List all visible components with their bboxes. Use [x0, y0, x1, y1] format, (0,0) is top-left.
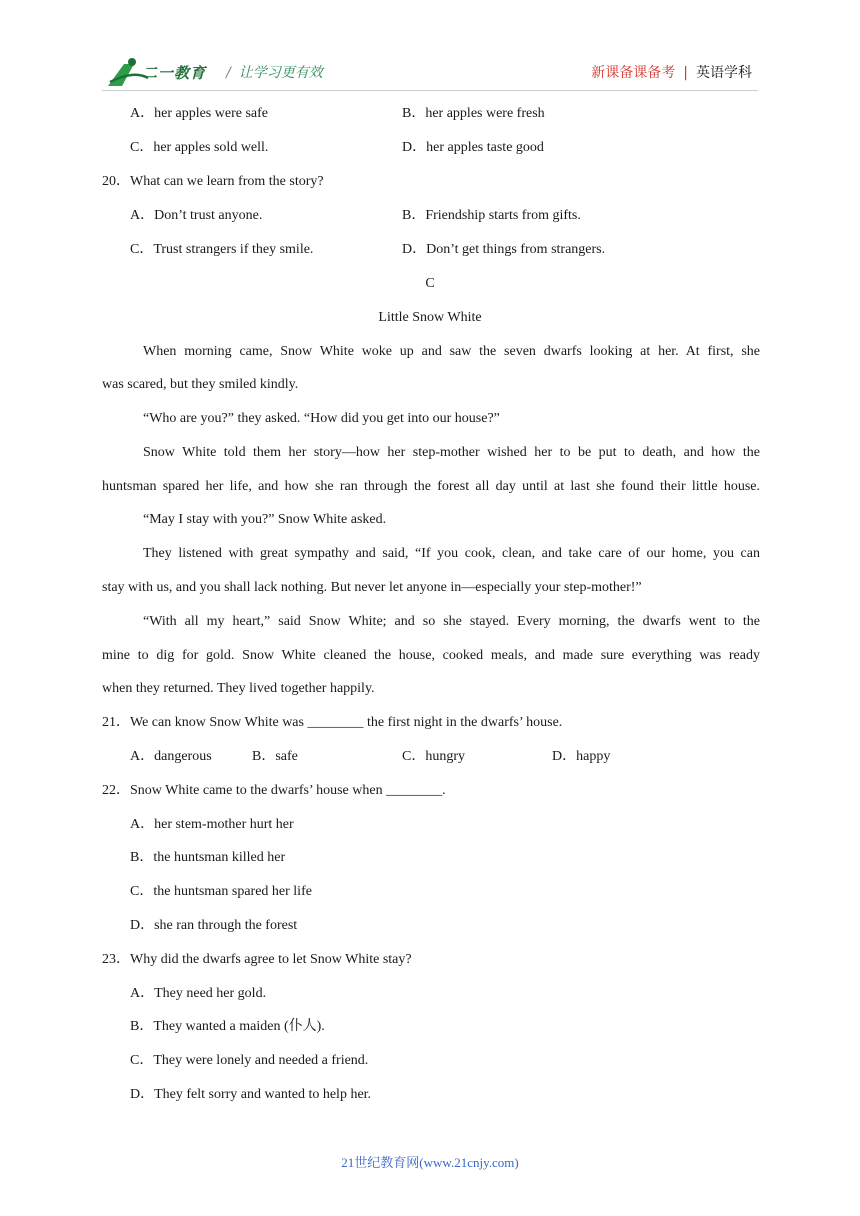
subject-separator: |	[683, 65, 688, 81]
q19-option-a: A．her apples were safe	[130, 106, 268, 121]
q23-option-a: A．They need her gold.	[130, 986, 267, 1001]
page-header	[0, 0, 860, 100]
q22-option-d: D．she ran through the forest	[130, 918, 298, 933]
q19-option-b: B．her apples were fresh	[402, 106, 545, 121]
passage-p2: “Who are you?” they asked. “How did you get into our house?”	[143, 411, 500, 426]
passage-p1-line1: When morning came, Snow White woke up and saw the seven dwarfs looking at her. At first, she	[143, 344, 760, 359]
passage-p6-line3: when they returned. They lived together happily.	[102, 681, 375, 696]
q21-question: 21．We can know Snow White was ________ the first night in the dwarfs’ house.	[102, 715, 563, 730]
q22-question: 22．Snow White came to the dwarfs’ house when ________.	[102, 783, 446, 798]
q22-option-b: B．the huntsman killed her	[130, 850, 286, 865]
slogan	[226, 62, 323, 82]
subject-name: 英语学科	[696, 65, 752, 81]
q20-question: 20．What can we learn from the story?	[102, 174, 324, 189]
q20-option-a: A．Don’t trust anyone.	[130, 208, 263, 223]
q19-option-c: C．her apples sold well.	[130, 140, 269, 155]
section-letter: C	[425, 276, 435, 291]
q22-option-a: A．her stem-mother hurt her	[130, 817, 294, 832]
q21-option-a: A．dangerous	[130, 749, 212, 764]
footer-link[interactable]: 21世纪教育网(www.21cnjy.com)	[341, 1155, 519, 1170]
q21-option-b: B．safe	[252, 749, 298, 764]
passage-p6-line1: “With all my heart,” said Snow White; and so she stayed. Every morning, the dwarfs went to the	[143, 614, 760, 629]
q22-option-c: C．the huntsman spared her life	[130, 884, 312, 899]
q21-option-d: D．happy	[552, 749, 611, 764]
logo-text: 二一教育	[142, 64, 207, 82]
passage-p5-line2: stay with us, and you shall lack nothing. But never let anyone in—especially your step-mother!”	[102, 580, 642, 595]
slogan-text: 让学习更有效	[238, 65, 323, 81]
subject-label	[591, 62, 752, 82]
q20-option-b: B．Friendship starts from gifts.	[402, 208, 581, 223]
passage-p5-line1: They listened with great sympathy and said, “If you cook, clean, and take care of our home, you can	[143, 546, 760, 561]
subject-tag-red: 新课备课备考	[591, 65, 676, 81]
passage-p3-line1: Snow White told them her story—how her step-mother wished her to be put to death, and how the	[143, 445, 760, 460]
passage-p6-line2: mine to dig for gold. Snow White cleaned the house, cooked meals, and made sure everything was ready	[102, 648, 760, 663]
passage-p4: “May I stay with you?” Snow White asked.	[143, 512, 387, 527]
passage-p3-line2: huntsman spared her life, and how she ran through the forest all day until at last she found their little house.	[102, 479, 760, 494]
q20-option-c: C．Trust strangers if they smile.	[130, 242, 314, 257]
slogan-slash: /	[226, 65, 231, 81]
header-divider	[102, 90, 758, 91]
q21-option-c: C．hungry	[402, 749, 465, 764]
q23-question: 23．Why did the dwarfs agree to let Snow White stay?	[102, 952, 412, 967]
passage-title: Little Snow White	[378, 310, 482, 325]
q23-option-d: D．They felt sorry and wanted to help her.	[130, 1087, 372, 1102]
q19-option-d: D．her apples taste good	[402, 140, 544, 155]
passage-p1-line2: was scared, but they smiled kindly.	[102, 377, 299, 392]
q20-option-d: D．Don’t get things from strangers.	[402, 242, 606, 257]
q23-option-b: B．They wanted a maiden (仆人).	[130, 1019, 325, 1034]
q23-option-c: C．They were lonely and needed a friend.	[130, 1053, 369, 1068]
